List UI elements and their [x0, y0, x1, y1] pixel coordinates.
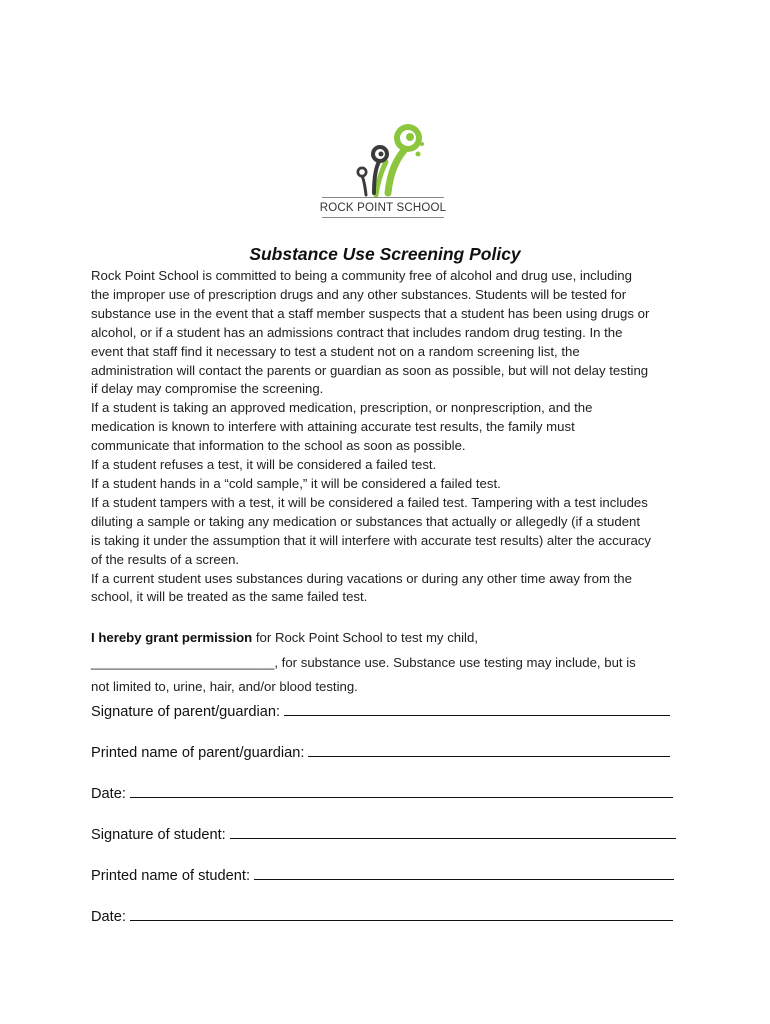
fern-logo-icon [318, 118, 448, 198]
body-line: event that staff find it necessary to test a student not on a random screening list, the [91, 343, 580, 359]
student-signature-line[interactable] [230, 824, 676, 839]
parent-printed-name-line[interactable] [308, 742, 670, 757]
body-line: If a student tampers with a test, it will be considered a failed test. Tampering with a test includes [91, 494, 648, 510]
body-line: is taking it under the assumption that it will interfere with accurate test results) alter the accuracy [91, 532, 651, 548]
body-line: if delay may compromise the screening. [91, 381, 324, 397]
body-line: substance use in the event that a staff member suspects that a student has been using drugs or [91, 305, 650, 321]
permission-line [91, 626, 691, 651]
body-line: the improper use of prescription drugs and any other substances. Students will be tested for [91, 286, 627, 302]
student-printed-name-label: Printed name of student: [91, 868, 255, 884]
body-line: of the results of a screen. [91, 551, 240, 567]
body-line: diluting a sample or taking any medication or substances that actually or allegedly (if a student [91, 513, 641, 529]
parent-signature-line[interactable] [284, 701, 670, 716]
body-line: administration will contact the parents or guardian as soon as possible, but will not delay testing [91, 362, 649, 378]
parent-printed-name-field [91, 742, 670, 761]
body-line: If a current student uses substances during vacations or during any other time away from the [91, 570, 632, 586]
parent-printed-name-label: Printed name of parent/guardian: [91, 745, 309, 761]
logo-school-name: ROCK POINT SCHOOL [319, 202, 447, 214]
student-signature-label: Signature of student: [91, 827, 230, 843]
permission-child-line[interactable]: _________________________, for substance use. Substance use testing may include, but is [91, 654, 636, 670]
date-line[interactable] [130, 906, 673, 921]
logo-divider [322, 197, 444, 198]
page-title: Substance Use Screening Policy [249, 244, 521, 264]
date-field [91, 783, 673, 802]
school-logo [318, 118, 448, 222]
parent-signature-label: Signature of parent/guardian: [91, 704, 285, 720]
body-line: communicate that information to the school as soon as possible. [91, 438, 466, 454]
date-label: Date: [91, 909, 130, 925]
body-line: medication is known to interfere with attaining accurate test results, the family must [91, 419, 575, 435]
date-line[interactable] [130, 783, 673, 798]
body-line: school, it will be treated as the same failed test. [91, 589, 368, 605]
body-line: If a student refuses a test, it will be considered a failed test. [91, 457, 437, 473]
permission-statement [91, 626, 691, 700]
permission-line: not limited to, urine, hair, and/or blood testing. [91, 679, 358, 694]
policy-body [91, 267, 691, 607]
date-label: Date: [91, 786, 130, 802]
student-printed-name-line[interactable] [254, 865, 674, 880]
date-field [91, 906, 673, 925]
permission-line-rest: for Rock Point School to test my child, [252, 630, 478, 645]
body-line: If a student is taking an approved medication, prescription, or nonprescription, and the [91, 400, 593, 416]
permission-lead: I hereby grant permission [91, 630, 253, 645]
parent-signature-field [91, 701, 670, 720]
logo-divider [322, 217, 444, 218]
body-line: alcohol, or if a student has an admissions contract that includes random drug testing. In the [91, 324, 623, 340]
body-line: Rock Point School is committed to being a community free of alcohol and drug use, including [91, 268, 632, 283]
body-line: If a student hands in a “cold sample,” it will be considered a failed test. [91, 475, 501, 491]
student-printed-name-field [91, 865, 674, 884]
student-signature-field [91, 824, 676, 843]
